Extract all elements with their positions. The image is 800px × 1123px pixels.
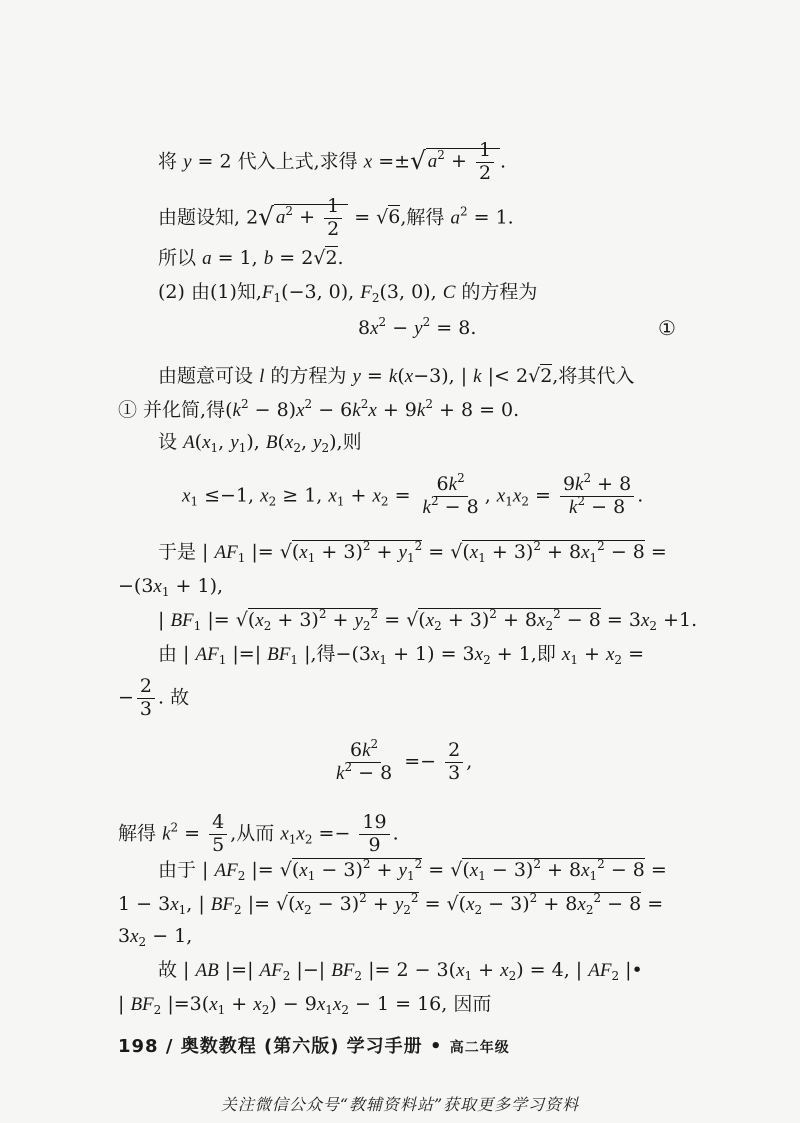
text-span: 设 (158, 431, 178, 453)
text-span: 代入上式,求得 (237, 150, 358, 173)
page-number: 198 (118, 1036, 159, 1057)
text-span: 由于 (158, 859, 197, 881)
text-line: 解得 $k^2$ = $\frac{4}{5}$ ,从而 $x_1x_2$ =− $\frac{19}{9}$ . (118, 811, 399, 856)
text-span: 解得 (118, 822, 157, 845)
grade-label: 高二年级 (449, 1040, 510, 1056)
text-line: − $\frac{2}{3}$ . 故 (118, 675, 190, 720)
text-span: ,得 (310, 643, 336, 665)
text-span: ,则 (336, 431, 362, 453)
text-line: $3x_2 - 1$, (118, 925, 193, 949)
equation-line: $8x^2 - y^2 = 8$. (358, 315, 477, 339)
text-span: ① 并化简,得 (118, 399, 226, 421)
text-span: 的方程为 (270, 365, 347, 387)
text-span: , 因而 (441, 993, 492, 1015)
text-line: 故 | AB |=| $AF_2$ |−| $BF_2$ |= $2 - 3(x_1 + x_2) = 4$, | $AF_2$ |• (158, 959, 643, 983)
text-span: 于是 (158, 541, 197, 563)
text-line: 将 y = 2 代入上式,求得 x =±√ $a^2$ + $\frac{1}{2}$ . (158, 139, 507, 184)
text-line: 所以 a = 1, b = 2√2. (158, 247, 344, 269)
text-line: 由题设知, 2√ $a^2$ + $\frac{1}{2}$ = √6,解得 $a^2 = 1$. (158, 195, 514, 240)
text-span: (2) 由(1)知, (158, 281, 262, 303)
text-span: ,即 (530, 643, 556, 665)
text-line: 于是 | $AF_1$ |= $√(x_1 + 3)^2 + y_1^2 = √(x_1 + 3)^2 + 8x_1^2 - 8$ = (158, 539, 667, 565)
text-span: 由题意可设 (158, 365, 254, 387)
text-line: | $BF_1$ |= $√(x_2 + 3)^2 + y_2^2 = √(x_2 + 3)^2 + 8x_2^2 - 8 = 3x_2 +1$. (158, 607, 698, 633)
equation-line: $\frac{6k^2}{k^2 - 8}$ =− $\frac{2}{3}$ , (336, 737, 473, 784)
text-span: 故 (158, 959, 178, 981)
text-line: $1 - 3x_1$, | $BF_2$ |= $√(x_2 - 3)^2 + y_2^2 = √(x_2 - 3)^2 + 8x_2^2 - 8$ = (118, 891, 664, 917)
text-line: $-(3x_1 + 1)$, (118, 575, 224, 599)
text-span: 的方程为 (461, 281, 538, 303)
text-line: (2) 由(1)知$,F_1(-3$, 0), $F_2(3$, 0), C 的方程为 (158, 281, 538, 305)
text-span: ,从而 (230, 822, 275, 845)
text-span: 由题设知, (158, 206, 241, 229)
text-line: 由 | $AF_1$ |=| $BF_1$ |,得$-(3x_1 + 1) = 3x_2 + 1$,即 $x_1 + x_2$ = (158, 643, 645, 667)
text-line: ① 并化简,得$(k^2 - 8)x^2 - 6k^2x + 9k^2 + 8 = 0$. (118, 397, 520, 421)
page-footer (118, 1032, 510, 1058)
equation-label: ① (658, 316, 676, 340)
text-span: 所以 (158, 247, 197, 269)
text-span: ,解得 (400, 206, 445, 229)
text-span: . 故 (158, 686, 190, 709)
text-line: 设 $A(x_1$, $y_1$), $B(x_2$, $y_2$),则 (158, 431, 362, 455)
book-title: / 奥数教程 (第六版) 学习手册 • (165, 1036, 443, 1057)
text-span: ,将其代入 (552, 365, 635, 387)
text-span: 由 (158, 643, 178, 665)
text-line: 由于 | $AF_2$ |= $√(x_1 - 3)^2 + y_1^2 = √(x_1 - 3)^2 + 8x_1^2 - 8$ = (158, 857, 667, 883)
text-line: 由题意可设 l 的方程为 y = k(x−3), | k |< 2√2,将其代入 (158, 365, 635, 387)
equation-line: $x_1 \le-1$, $x_2 \ge 1$, $x_1 + x_2$ = $\frac{6k^2}{k^2 - 8}$ , $x_1x_2$ = $\frac{9k^2 + 8}{k^2 - 8}$ . (182, 471, 644, 518)
text-line: | $BF_2$ $|=3(x_1 + x_2) - 9x_1x_2 - 1 = 16$, 因而 (118, 993, 492, 1017)
watermark-text: 关注微信公众号“教辅资料站”获取更多学习资料 (220, 1095, 580, 1114)
text-span: 将 (158, 150, 178, 173)
